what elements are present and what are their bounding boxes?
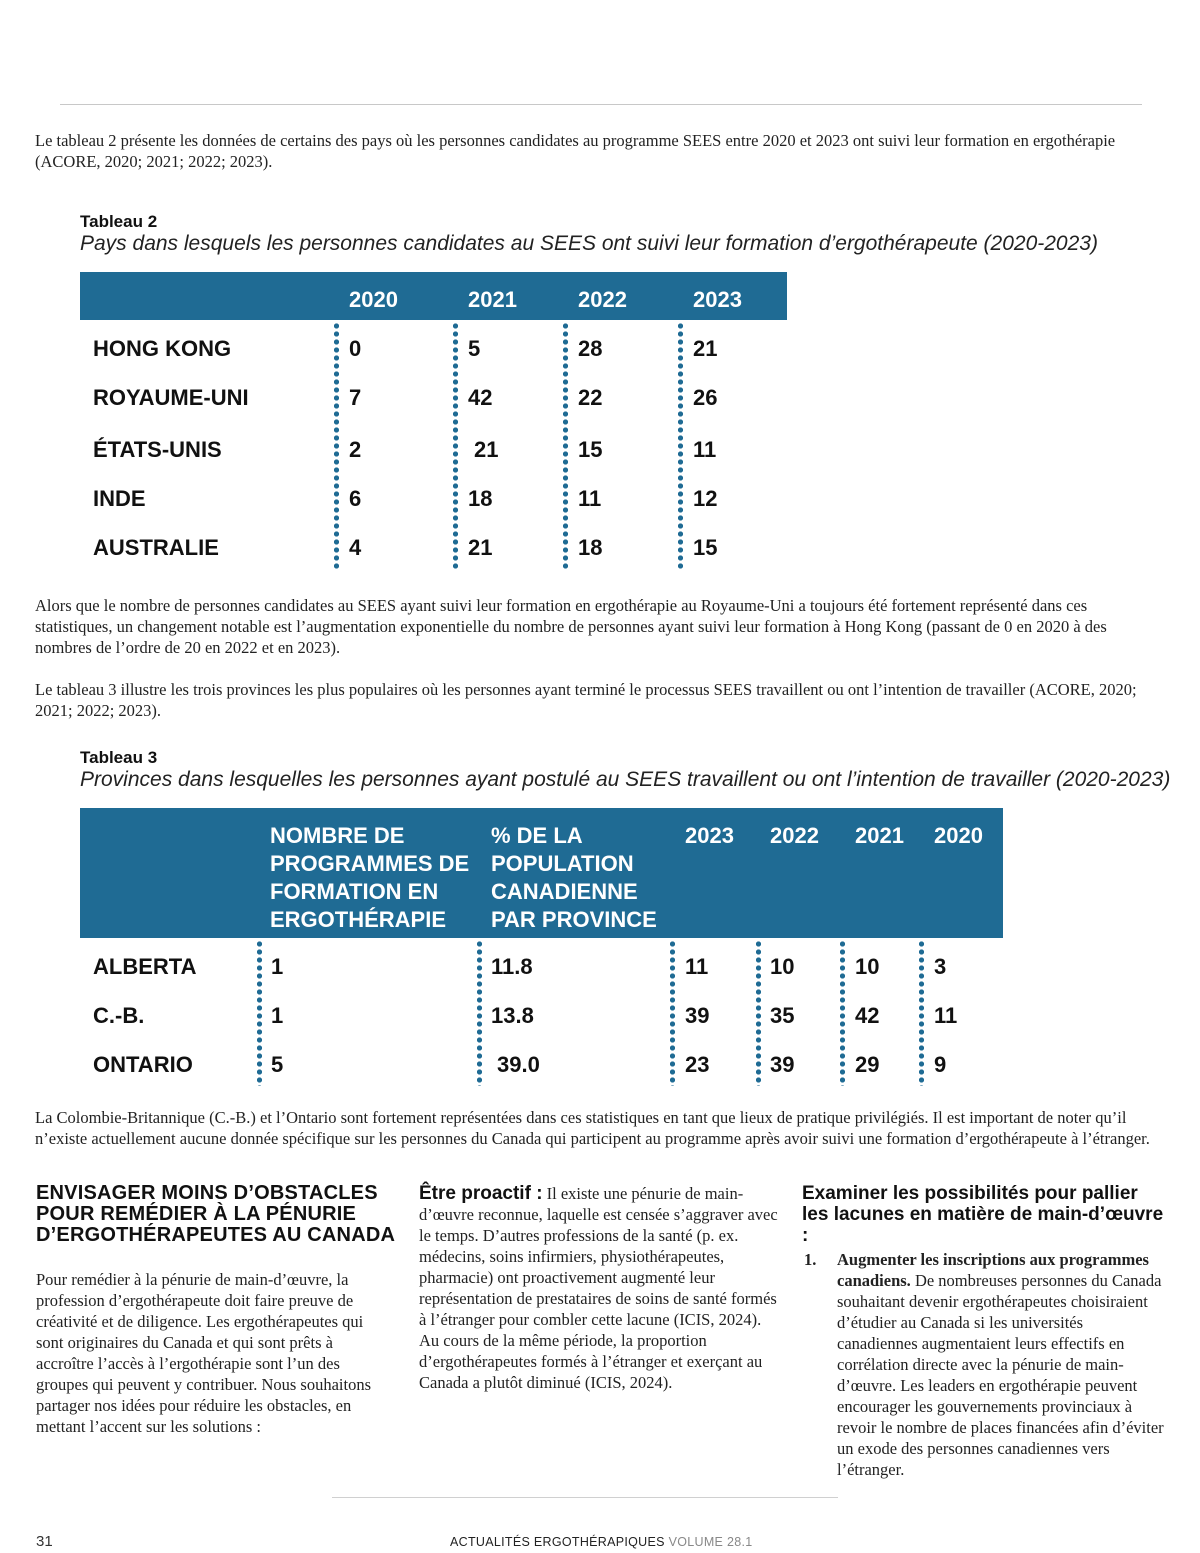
table2-header-bar [80,272,787,320]
table2-header-2021: 2021 [468,287,517,312]
table2-cell: 21 [468,535,493,560]
table2-cell: 42 [468,385,493,410]
table3-cell: 5 [271,1052,284,1077]
table3-cell: 13.8 [491,1003,534,1028]
list-item-text: De nombreuses personnes du Canada souhaitant devenir ergothérapeutes choisiraient d’étudier au Canada si les universités canadiennes augmentaient leurs effectifs en corrélation directe avec la pénurie de main-d’œuvre. Les leaders en ergothérapie peuvent encourager les gouvernements provinciaux à revoir le nombre de places financées afin d’éviter un exode des personnes canadiennes vers l’étranger. [837,1271,1164,1479]
table3-dotted-divider [670,940,675,1086]
table3-cell: 11 [685,954,709,979]
table3-cell: 10 [770,954,795,979]
paragraph-provinces: La Colombie-Britannique (C.-B.) et l’Ontario sont fortement représentées dans ces statistiques en tant que lieux de pratique privilégiés. Il est important de noter qu’il n’existe actuellement aucune donnée spécifique sur les personnes du Canada qui participent au programme après avoir suivi une formation d’ergothérapeute à l’étranger. [35,1108,1150,1148]
table3-header-programs: NOMBRE DE PROGRAMMES DE FORMATION EN ERGOTHÉRAPIE [270,823,470,932]
top-divider [60,104,1142,105]
table2-cell: 21 [693,336,718,361]
table2-label: Tableau 2 [80,212,158,231]
table2-dotted-divider [678,322,683,570]
table2-cell: 12 [693,486,718,511]
table3-cell: 11.8 [491,954,533,979]
table2-header-2020: 2020 [349,287,398,312]
table2-cell: 4 [349,535,362,560]
table2-cell: 26 [693,385,718,410]
paragraph-hong-kong: Alors que le nombre de personnes candidates au SEES ayant suivi leur formation en ergothérapie au Royaume-Uni a toujours été fortement représenté dans ces statistiques, un changement notable est l’augmentation exponentielle du nombre de personnes ayant suivi leur formation à Hong Kong (passant de 0 en 2020 à des nombres de l’ordre de 20 en 2022 et en 2023). [35,596,1107,657]
intro-paragraph: Le tableau 2 présente les données de certains des pays où les personnes candidates au programme SEES entre 2020 et 2023 ont suivi leur formation en ergothérapie (ACORE, 2020; 2021; 2022; 2023). [35,131,1116,171]
list-item-1 [837,1249,1167,1480]
table3-dotted-divider [756,940,761,1086]
publication-name: ACTUALITÉS ERGOTHÉRAPIQUES [450,1535,665,1549]
table3-cell: 11 [934,1003,958,1028]
footer-publication [450,1535,752,1549]
table3-row-label: C.-B. [93,1003,145,1028]
table2-cell: 18 [578,535,603,560]
paragraph-table3-intro: Le tableau 3 illustre les trois provinces les plus populaires où les personnes ayant terminé le processus SEES travaillent ou ont l’intention de travailler (ACORE, 2020; 2021; 2022; 2023). [35,680,1137,720]
table3-cell: 39.0 [497,1052,540,1077]
table2-cell: 18 [468,486,493,511]
table2-cell: 28 [578,336,603,361]
table2-header-2023: 2023 [693,287,742,312]
table3-cell: 10 [855,954,880,979]
column2-text: Il existe une pénurie de main-d’œuvre reconnue, laquelle est censée s’aggraver avec le temps. D’autres professions de la santé (p. ex. médecins, soins infirmiers, physiothérapeutes, pharmacie) ont proactivement augmenté leur représentation de prestataires de soins de santé formés à l’étranger pour combler cette lacune (ICIS, 2024). Au cours de la même période, la proportion d’ergothérapeutes formés à l’étranger et exerçant au Canada a plutôt diminué (ICIS, 2024). [419,1184,778,1392]
footer-divider [332,1497,838,1498]
table2-cell: 2 [349,437,362,462]
table3-cell: 42 [855,1003,880,1028]
table2-cell: 11 [578,486,602,511]
column2-body [419,1183,781,1393]
publication-volume: VOLUME 28.1 [668,1535,753,1549]
table2-cell: 6 [349,486,362,511]
table2-cell: 11 [693,437,717,462]
list-item-number: 1. [804,1250,817,1269]
table2-row-label: INDE [93,486,146,511]
table2-cell: 22 [578,385,603,410]
table2-row-label: ÉTATS-UNIS [93,437,222,462]
table3-title: Provinces dans lesquelles les personnes ayant postulé au SEES travaillent ou ont l’intention de travailler (2020-2023) [80,768,1171,791]
table2-cell: 15 [578,437,603,462]
table2-row-label: ROYAUME-UNI [93,385,249,410]
table3-header-2020: 2020 [934,823,983,848]
table2-dotted-divider [453,322,458,570]
table3-dotted-divider [477,940,482,1086]
table3-cell: 23 [685,1052,710,1077]
table3-header-2021: 2021 [855,823,904,848]
list-item-lead: Augmenter les inscriptions aux programmes canadiens. [837,1250,1149,1290]
table3-label: Tableau 3 [80,748,158,767]
table2-cell: 5 [468,336,481,361]
table3-cell: 39 [770,1052,795,1077]
table3-dotted-divider [257,940,262,1086]
table2-cell: 21 [474,437,499,462]
table3-row-label: ONTARIO [93,1052,193,1077]
page-number: 31 [36,1533,53,1550]
table3-cell: 3 [934,954,947,979]
table2-cell: 7 [349,385,362,410]
table3-cell: 35 [770,1003,795,1028]
column2-lead: Être proactif : [419,1183,543,1204]
table3-cell: 39 [685,1003,710,1028]
table3-cell: 1 [271,1003,284,1028]
table3-header-2023: 2023 [685,823,734,848]
table3-cell: 1 [271,954,284,979]
table3-row-label: ALBERTA [93,954,197,979]
table2-row-label: AUSTRALIE [93,535,219,560]
table3-dotted-divider [919,940,924,1086]
table2-row-label: HONG KONG [93,336,232,361]
section-heading-possibilities: Examiner les possibilités pour pallier les lacunes en matière de main-d’œuvre : [802,1183,1164,1246]
table3-header-2022: 2022 [770,823,819,848]
table2-header-2022: 2022 [578,287,627,312]
table2-cell: 15 [693,535,718,560]
table3-header-population: % DE LA POPULATION CANADIENNE PAR PROVINCE [491,823,657,932]
column1-body: Pour remédier à la pénurie de main-d’œuvre, la profession d’ergothérapeute doit faire preuve de créativité et de diligence. Les ergothérapeutes qui sont originaires du Canada et qui sont prêts à accroître l’accès à l’ergothérapie sont l’un des groupes qui peuvent y contribuer. Nous souhaitons partager nos idées pour réduire les obstacles, en mettant l’accent sur les solutions : [36,1270,371,1436]
section-heading-obstacles: ENVISAGER MOINS D’OBSTACLES POUR REMÉDIER À LA PÉNURIE D’ERGOTHÉRAPEUTES AU CANADA [36,1182,396,1246]
table2-dotted-divider [334,322,339,570]
table3-cell: 9 [934,1052,947,1077]
table3-cell: 29 [855,1052,880,1077]
table2-title: Pays dans lesquels les personnes candidates au SEES ont suivi leur formation d’ergothérapeute (2020-2023) [80,232,1098,255]
table3-dotted-divider [840,940,845,1086]
table2-dotted-divider [563,322,568,570]
table2-cell: 0 [349,336,362,361]
